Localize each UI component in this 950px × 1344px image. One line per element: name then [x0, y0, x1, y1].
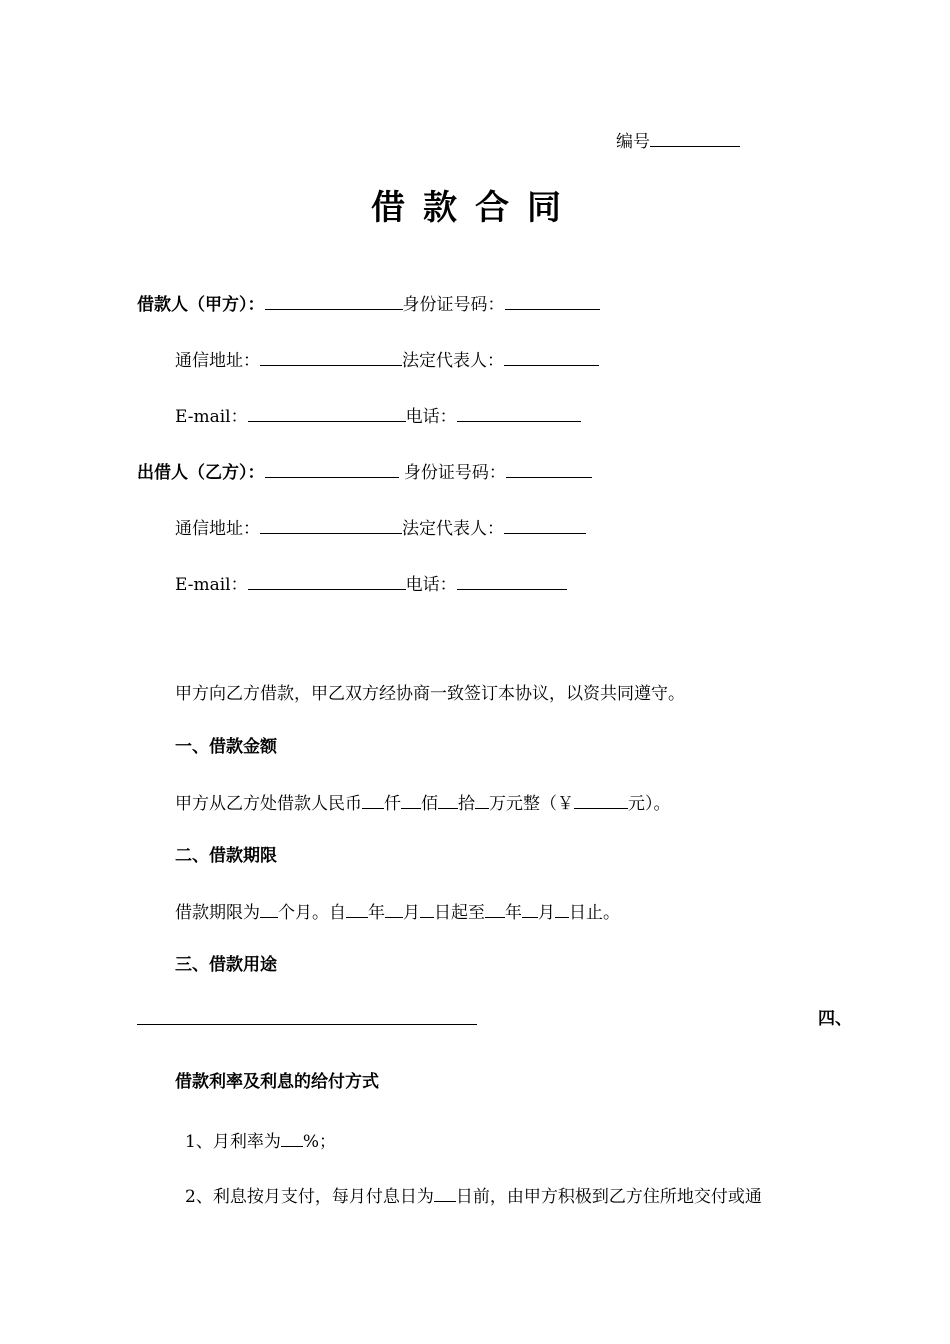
amount-hundred-blank — [401, 790, 421, 809]
lender-email-label: E-mail： — [175, 575, 248, 595]
section2-heading: 二、借款期限 — [175, 846, 277, 866]
contract-number-blank — [650, 128, 740, 147]
section2-text-e: 日起至 — [434, 903, 485, 923]
lender-row — [137, 459, 592, 484]
section4-item2-a: 2、利息按月支付，每月付息日为 — [185, 1187, 434, 1207]
start-year-blank — [346, 899, 368, 918]
section2-text-h: 日止。 — [569, 903, 620, 923]
borrower-contact-row — [175, 403, 581, 428]
section1-text-f: 元）。 — [628, 794, 671, 814]
lender-id-blank — [506, 459, 592, 478]
section4-item2-b: 日前，由甲方积极到乙方住所地交付或通 — [455, 1187, 762, 1207]
lender-phone-blank — [457, 571, 567, 590]
section4-heading-number: 四、 — [818, 1009, 852, 1029]
contract-number — [616, 128, 740, 153]
lender-address-blank — [260, 515, 402, 534]
section2-text-d: 月 — [403, 903, 420, 923]
section1-text-c: 佰 — [421, 794, 438, 814]
borrower-row — [137, 291, 600, 316]
amount-numeric-blank — [574, 790, 628, 809]
lender-label: 出借人（乙方）： — [137, 463, 265, 483]
purpose-blank — [137, 1024, 477, 1025]
amount-thousand-blank — [362, 790, 384, 809]
borrower-email-label: E-mail： — [175, 407, 248, 427]
borrower-phone-label: 电话： — [405, 407, 457, 427]
end-month-blank — [522, 899, 538, 918]
borrower-email-blank — [248, 403, 406, 422]
borrower-id-blank — [505, 291, 600, 310]
borrower-phone-blank — [457, 403, 581, 422]
borrower-address-row — [175, 347, 599, 372]
section4-item1 — [185, 1128, 336, 1153]
contract-number-label: 编号 — [616, 132, 650, 152]
borrower-rep-label: 法定代表人： — [402, 351, 504, 371]
lender-id-label: 身份证号码： — [403, 463, 506, 483]
borrower-address-blank — [260, 347, 402, 366]
borrower-rep-blank — [504, 347, 599, 366]
section4-item1-b: %； — [302, 1132, 336, 1152]
borrower-address-label: 通信地址： — [175, 351, 260, 371]
section1-text-a: 甲方从乙方处借款人民币 — [175, 794, 362, 814]
amount-ten-blank — [438, 790, 458, 809]
section1-text-b: 仟 — [384, 794, 401, 814]
lender-address-row — [175, 515, 586, 540]
section1-text — [175, 790, 671, 815]
lender-name-blank — [265, 459, 399, 478]
section1-heading: 一、借款金额 — [175, 737, 277, 757]
section2-text-f: 年 — [505, 903, 522, 923]
section4-item1-a: 1、月利率为 — [185, 1132, 281, 1152]
borrower-name-blank — [265, 291, 403, 310]
term-months-blank — [260, 899, 278, 918]
section2-text-c: 年 — [368, 903, 385, 923]
intro-paragraph: 甲方向乙方借款，甲乙双方经协商一致签订本协议，以资共同遵守。 — [175, 684, 685, 704]
section2-text-g: 月 — [538, 903, 555, 923]
borrower-id-label: 身份证号码： — [402, 295, 505, 315]
end-year-blank — [485, 899, 505, 918]
start-month-blank — [385, 899, 403, 918]
amount-unit-blank — [475, 790, 489, 809]
lender-rep-blank — [504, 515, 586, 534]
end-day-blank — [555, 899, 569, 918]
section4-item2 — [185, 1183, 762, 1208]
lender-rep-label: 法定代表人： — [402, 519, 504, 539]
lender-address-label: 通信地址： — [175, 519, 260, 539]
start-day-blank — [420, 899, 434, 918]
lender-email-blank — [248, 571, 406, 590]
lender-contact-row — [175, 571, 567, 596]
payment-day-blank — [434, 1183, 456, 1202]
monthly-rate-blank — [281, 1128, 303, 1147]
borrower-label: 借款人（甲方）： — [137, 295, 265, 315]
section1-text-d: 拾 — [458, 794, 475, 814]
section3-heading: 三、借款用途 — [175, 955, 277, 975]
section2-text-b: 个月。自 — [278, 903, 346, 923]
page-title: 借款合同 — [371, 188, 579, 228]
section1-text-e: 万元整（￥ — [489, 794, 574, 814]
section2-text — [175, 899, 620, 924]
section2-text-a: 借款期限为 — [175, 903, 260, 923]
lender-phone-label: 电话： — [405, 575, 457, 595]
section4-heading: 借款利率及利息的给付方式 — [175, 1072, 379, 1092]
